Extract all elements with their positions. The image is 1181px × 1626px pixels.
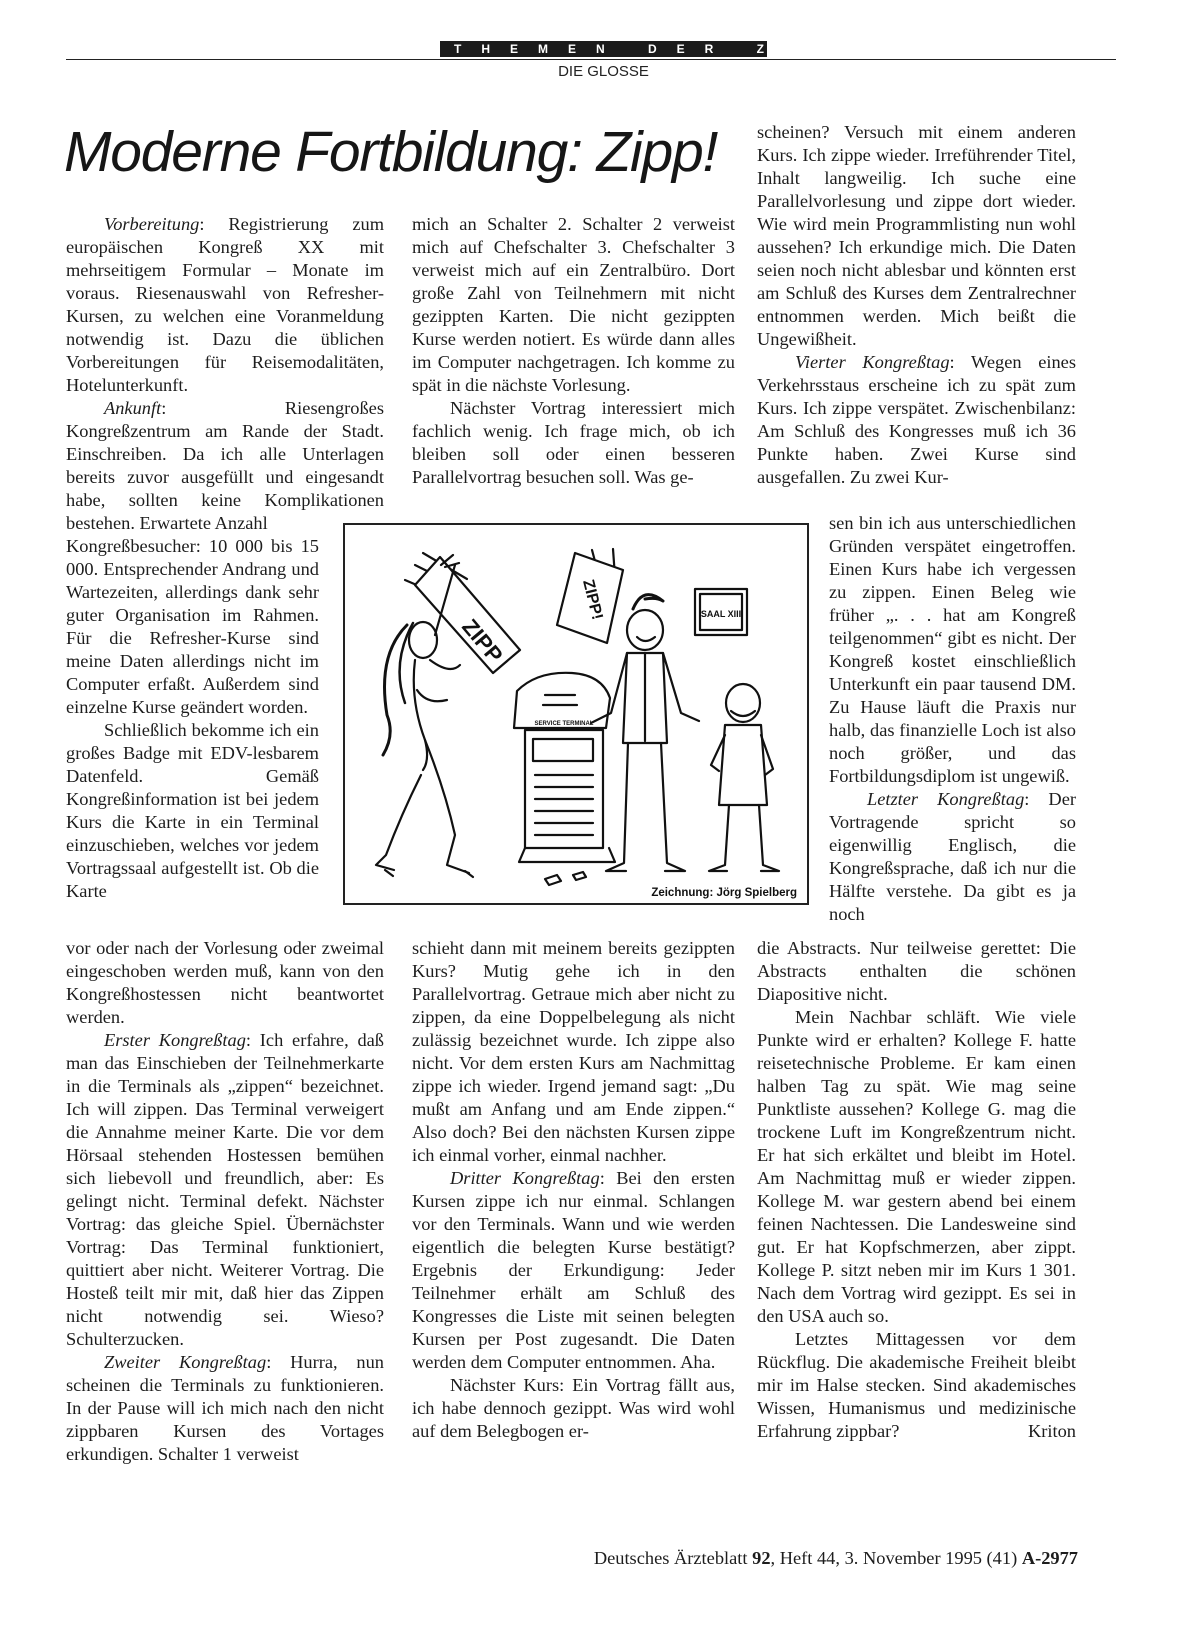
page-number: A-2977 <box>1021 1548 1078 1568</box>
paragraph: Nächster Kurs: Ein Vortrag fällt aus, ich habe dennoch gezippt. Was wird wohl auf dem Belegbogen er- <box>412 1375 735 1441</box>
column-3-top <box>757 121 1076 489</box>
paragraph: Mein Nachbar schläft. Wie viele Punkte wird er erhalten? Kollege F. hatte reisetechnische Probleme. Er kam einen halben Tag zu spät. Wie mag seine Punktliste aussehen? Kollege G. mag die trockene Luft im Kongreßzentrum nicht. Er hat sich erkältet und bleibt im Hotel. Am Nachmittag muß er wieder zippen. Kollege M. war gestern abend bei einem feinen Nachtessen. Die Landesweine sind gut. Er hat Kopfschmerzen, aber zippt. Kollege P. sitzt neben mir im Kurs 1 301. Nach dem Vortrag wird gezippt. Es sei in den USA auch so. <box>757 1007 1076 1326</box>
paragraph: Nächster Vortrag interessiert mich fachlich wenig. Ich frage mich, ob ich bleiben soll oder einen besseren Parallelvortrag besuchen soll. Was ge- <box>412 398 735 487</box>
column-3-bottom <box>757 937 1076 1443</box>
zipp-word-small: ZIPP! <box>579 577 606 622</box>
paragraph: scheinen? Versuch mit einem anderen Kurs. Ich zippe wieder. Irreführender Titel, Inhalt langweilig. Ich suche eine Parallelvorlesung und zippe dort wieder. Wie wird mein Programmlisting nun wohl aussehen? Ich erkundige mich. Die Daten seien noch nicht ablesbar und könnten erst am Schluß des Kurses dem Zentralrechner entnommen werden. Mich beißt die Ungewißheit. <box>757 122 1076 349</box>
author-signature: Kriton <box>1027 1421 1076 1441</box>
paragraph: vor oder nach der Vorlesung oder zweimal eingeschoben werden muß, kann von den Kongreßhostessen nicht beantwortet werden. <box>66 938 384 1027</box>
column-3-narrow <box>829 512 1076 926</box>
hall-sign-label: SAAL XIII <box>700 609 742 619</box>
page-footer: Deutsches Ärzteblatt 92, Heft 44, 3. November 1995 (41) A-2977 <box>593 1548 1078 1568</box>
paragraph: Vierter Kongreßtag: Wegen eines Verkehrsstaus erscheine ich zu spät zum Kurs. Ich zippe verspätet. Zwischenbilanz: Am Schluß des Kongresses muß ich 36 Punkte haben. Zwei Kurse sind ausgefallen. Zu zwei Kur- <box>757 352 1076 487</box>
paragraph: Erster Kongreßtag: Ich erfahre, daß man das Einschieben der Teilnehmerkarte in die Terminals als „zippen“ bezeichnet. Ich will zippen. Das Terminal verweigert die Annahme meiner Karte. Die vor dem Hörsaal stehenden Hostessen bemühen sich liebevoll und freundlich, aber: Es gelingt nicht. Terminal defekt. Nächster Vortrag: das gleiche Spiel. Übernächster Vortrag: Das Terminal funktioniert, quittiert aber nicht. Weiterer Vortrag. Die Hosteß teilt mir mit, daß hier das Zippen nicht notwendig sei. Wieso? Schulterzucken. <box>66 1030 384 1349</box>
paragraph: Kongreßbesucher: 10 000 bis 15 000. Entsprechender Andrang und Wartezeiten, allerdings dank sehr guter Organisation im Rahmen. Für die Refresher-Kurse sind meine Daten allerdings nicht im Computer erfaßt. Außerdem sind einzelne Kurse geändert worden. <box>66 536 319 717</box>
cartoon-drawing <box>345 525 807 903</box>
paragraph: Zweiter Kongreßtag: Hurra, nun scheinen die Terminals zu funktionieren. In der Pause will ich mich nach den nicht zippbaren Kursen des Vortages erkundigen. Schalter 1 verweist <box>66 1352 384 1464</box>
column-1-top <box>66 213 384 535</box>
short-man-figure <box>709 684 779 871</box>
terminal-label: SERVICE TERMINAL <box>534 721 594 727</box>
column-1-narrow <box>66 535 319 903</box>
section-kicker: DIE GLOSSE <box>558 63 649 80</box>
paragraph: Ankunft: Riesengroßes Kongreßzentrum am Rande der Stadt. Einschreiben. Da ich alle Unterlagen bereits zuvor ausgefüllt und eingesandt habe, sollten keine Komplikationen bestehen. Erwartete Anzahl <box>66 398 384 533</box>
paragraph: Letztes Mittagessen vor dem Rückflug. Die akademische Freiheit bleibt mir im Halse stecken. Sind akademisches Wissen, Humanismus und medizinische Erfahrung zippbar? Kriton <box>757 1329 1076 1441</box>
illustration-credit: Zeichnung: Jörg Spielberg <box>651 887 797 899</box>
paragraph: Schließlich bekomme ich ein großes Badge mit EDV-lesbarem Datenfeld. Gemäß Kongreßinformation ist bei jedem Kurs die Karte in ein Terminal einzuschieben, welches vor jedem Vortragssaal aufgestellt ist. Ob die Karte <box>66 720 319 901</box>
section-banner: THEMEN DER ZEIT <box>440 41 767 57</box>
paragraph: Letzter Kongreßtag: Der Vortragende spricht so eigenwillig Englisch, die Kongreßsprache, daß ich nur die Hälfte verstehe. Da gibt es ja noch <box>829 789 1076 924</box>
column-1-bottom <box>66 937 384 1466</box>
paragraph: die Abstracts. Nur teilweise gerettet: Die Abstracts enthalten die schönen Diapositive nicht. <box>757 938 1076 1004</box>
article-headline: Moderne Fortbildung: Zipp! <box>64 120 718 184</box>
paragraph: schieht dann mit meinem bereits gezippten Kurs? Mutig gehe ich in den Parallelvortrag. Getraue mich aber nicht zu zippen, da eine Doppelbelegung als nicht zulässig bezeichnet wurde. Ich zippe also nicht. Vor dem ersten Kurs am Nachmittag zippe ich wieder. Irgend jemand sagt: „Du mußt am Anfang und am Ende zippen.“ Also doch? Bei den nächsten Kursen zippe ich einmal vorher, einmal nachher. <box>412 938 735 1165</box>
header-rule <box>66 59 1116 60</box>
service-terminal <box>514 673 615 862</box>
paragraph: Vorbereitung: Registrierung zum europäischen Kongreß XX mit mehrseitigem Formular – Monate im voraus. Riesenauswahl von Refresher-Kursen, zu welchen eine Voranmeldung notwendig ist. Dazu die üblichen Vorbereitungen für Reisemodalitäten, Hotelunterkunft. <box>66 214 384 395</box>
zipp-word: ZIPP <box>457 614 508 668</box>
column-2-top <box>412 213 735 489</box>
cartoon-illustration <box>343 523 809 905</box>
column-2-bottom <box>412 937 735 1443</box>
paragraph: mich an Schalter 2. Schalter 2 verweist mich auf Chefschalter 3. Chefschalter 3 verweist mich auf ein Zentralbüro. Dort große Zahl von Teilnehmern mit nicht gezippten Karten. Die nicht gezippten Kurse werden notiert. Es würde dann alles im Computer nachgetragen. Ich komme zu spät in die nächste Vorlesung. <box>412 214 735 395</box>
paragraph: Dritter Kongreßtag: Bei den ersten Kursen zippe ich nur einmal. Schlangen vor den Terminals. Wann und wie werden eigentlich die belegten Kurse bestätigt? Ergebnis der Erkundigung: Jeder Teilnehmer erhält am Schluß des Kongresses die Liste mit seinen belegten Kursen per Post zugesandt. Die Daten werden dem Computer entnommen. Aha. <box>412 1168 736 1372</box>
dropped-cards <box>545 872 586 885</box>
paragraph: sen bin ich aus unterschiedlichen Gründen verspätet eingetroffen. Einen Kurs habe ich vergessen zu zippen. Einen Beleg wie früher „. . . hat am Kongreß teilgenommen“ gibt es nicht. Der Kongreß kostet einschließlich Unterkunft ein paar tausend DM. Zu Hause läuft die Praxis nur halb, das finanzielle Loch ist also noch größer, und das Fortbildungsdiplom ist ungewiß. <box>829 513 1076 786</box>
